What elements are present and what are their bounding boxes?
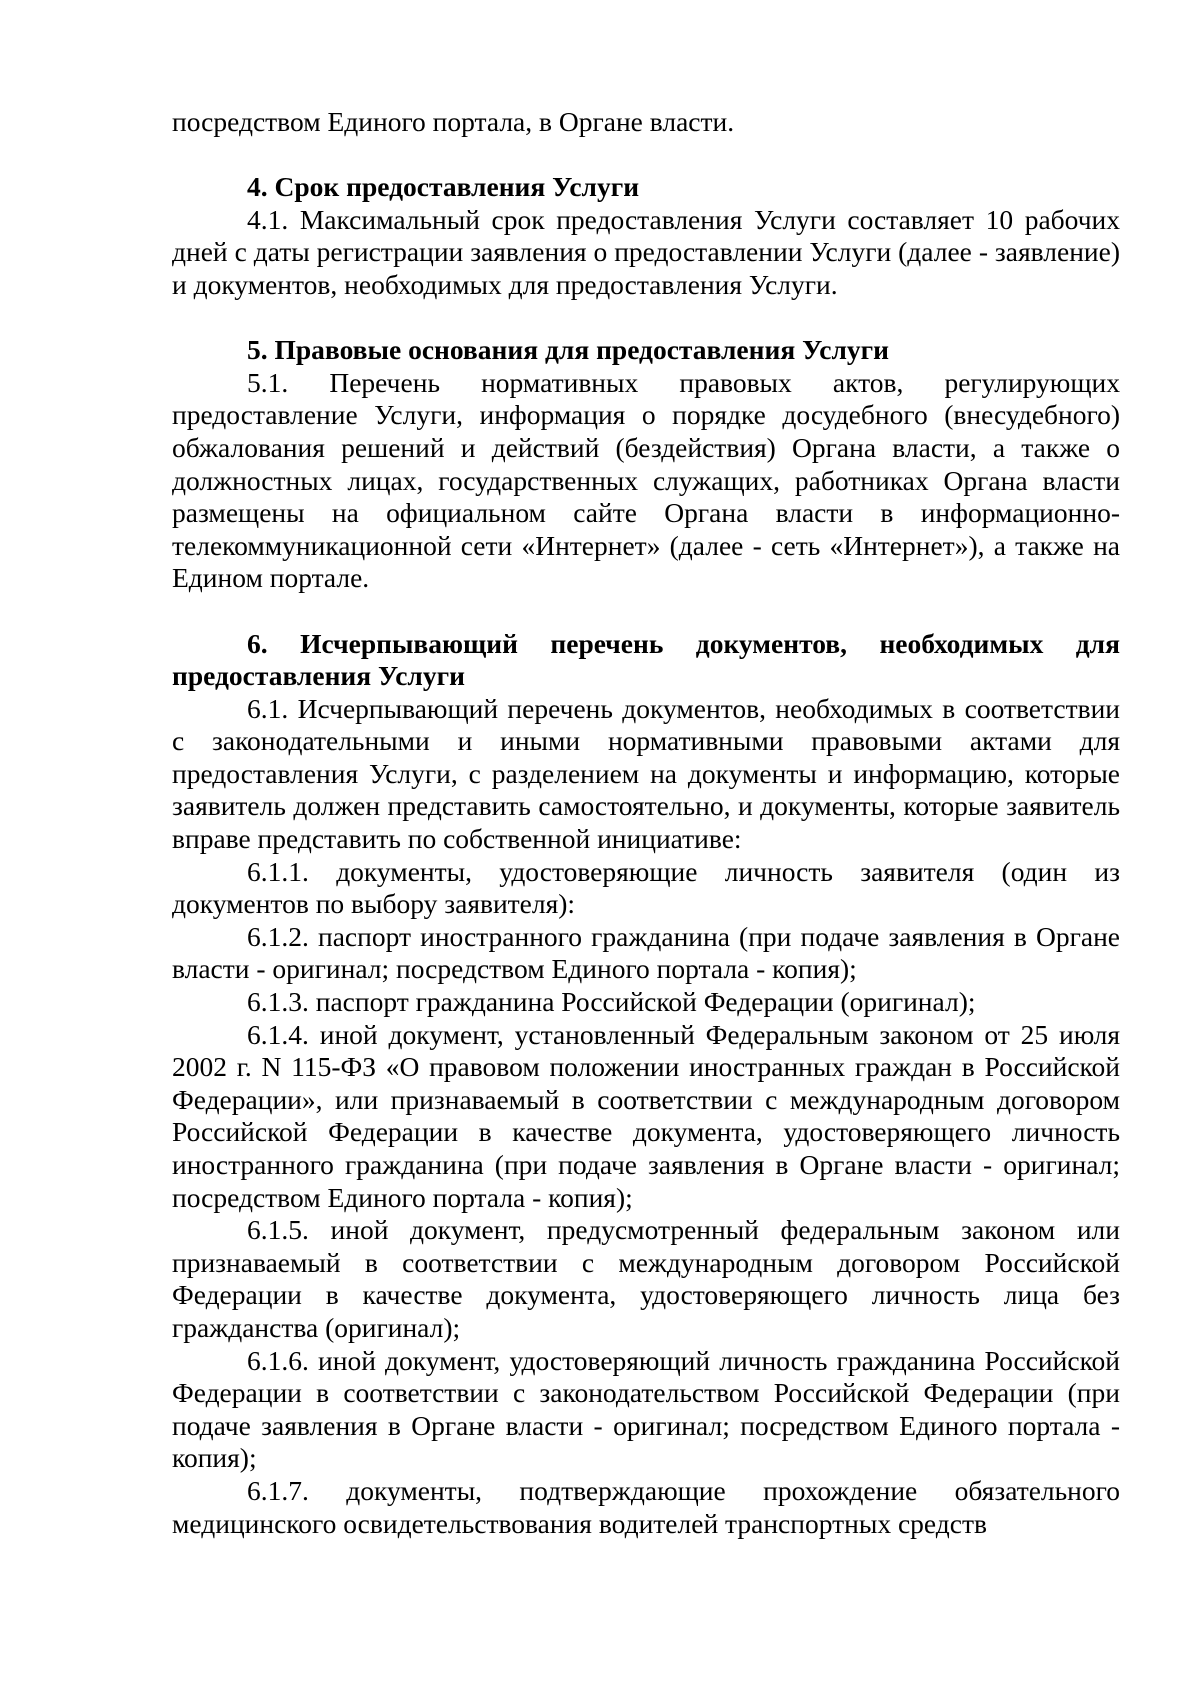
paragraph-6-1-3: 6.1.3. паспорт гражданина Российской Федерации (оригинал);: [247, 986, 976, 1018]
paragraph-5-1: 5.1. Перечень нормативных правовых актов, регулирующих предоставление Услуги, информация о порядке досудебного (внесудебного) обжалования решений и действий (бездействия) Органа власти, а также о должностных лицах, государственных служащих, работниках Органа власти размещены на официальном сайте Органа власти в информационно-телекоммуникационной сети «Интернет» (далее - сеть «Интернет»), а также на Едином портале.: [172, 366, 1120, 594]
spacer: [172, 139, 1120, 172]
spacer: [172, 302, 1120, 335]
paragraph-6-1-6: 6.1.6. иной документ, удостоверяющий личность гражданина Российской Федерации в соответствии с законодательством Российской Федерации (при подаче заявления в Органе власти - оригинал; посредством Единого портала - копия);: [172, 1344, 1120, 1474]
section-5-heading: 5. Правовые основания для предоставления Услуги: [247, 334, 890, 366]
spacer: [172, 595, 1120, 628]
paragraph-6-1: 6.1. Исчерпывающий перечень документов, необходимых в соответствии с законодательными и иными нормативными правовыми актами для предоставления Услуги, с разделением на документы и информацию, которые заявитель должен представить самостоятельно, и документы, которые заявитель вправе представить по собственной инициативе:: [172, 692, 1120, 855]
intro-paragraph: посредством Единого портала, в Органе власти.: [172, 106, 735, 137]
paragraph-6-1-5: 6.1.5. иной документ, предусмотренный федеральным законом или признаваемый в соответствии с международным договором Российской Федерации в качестве документа, удостоверяющего личность лица без гражданства (оригинал);: [172, 1214, 1120, 1343]
paragraph-6-1-1: 6.1.1. документы, удостоверяющие личность заявителя (один из документов по выбору заявителя):: [172, 855, 1120, 920]
paragraph-4-1: 4.1. Максимальный срок предоставления Услуги составляет 10 рабочих дней с даты регистрации заявления о предоставлении Услуги (далее - заявление) и документов, необходимых для предоставления Услуги.: [172, 203, 1120, 300]
paragraph-6-1-2: 6.1.2. паспорт иностранного гражданина (при подаче заявления в Органе власти - оригинал; посредством Единого портала - копия);: [172, 920, 1120, 985]
section-4-heading: 4. Срок предоставления Услуги: [247, 171, 640, 203]
paragraph-6-1-7: 6.1.7. документы, подтверждающие прохождение обязательного медицинского освидетельствования водителей транспортных средств: [172, 1474, 1120, 1539]
document-page: [172, 106, 1120, 1540]
paragraph-6-1-4: 6.1.4. иной документ, установленный Федеральным законом от 25 июля 2002 г. N 115-ФЗ «О правовом положении иностранных граждан в Российской Федерации», или признаваемый в соответствии с международным договором Российской Федерации в качестве документа, удостоверяющего личность иностранного гражданина (при подаче заявления в Органе власти - оригинал; посредством Единого портала - копия);: [172, 1018, 1120, 1213]
section-6-heading: 6. Исчерпывающий перечень документов, необходимых для предоставления Услуги: [172, 627, 1120, 692]
